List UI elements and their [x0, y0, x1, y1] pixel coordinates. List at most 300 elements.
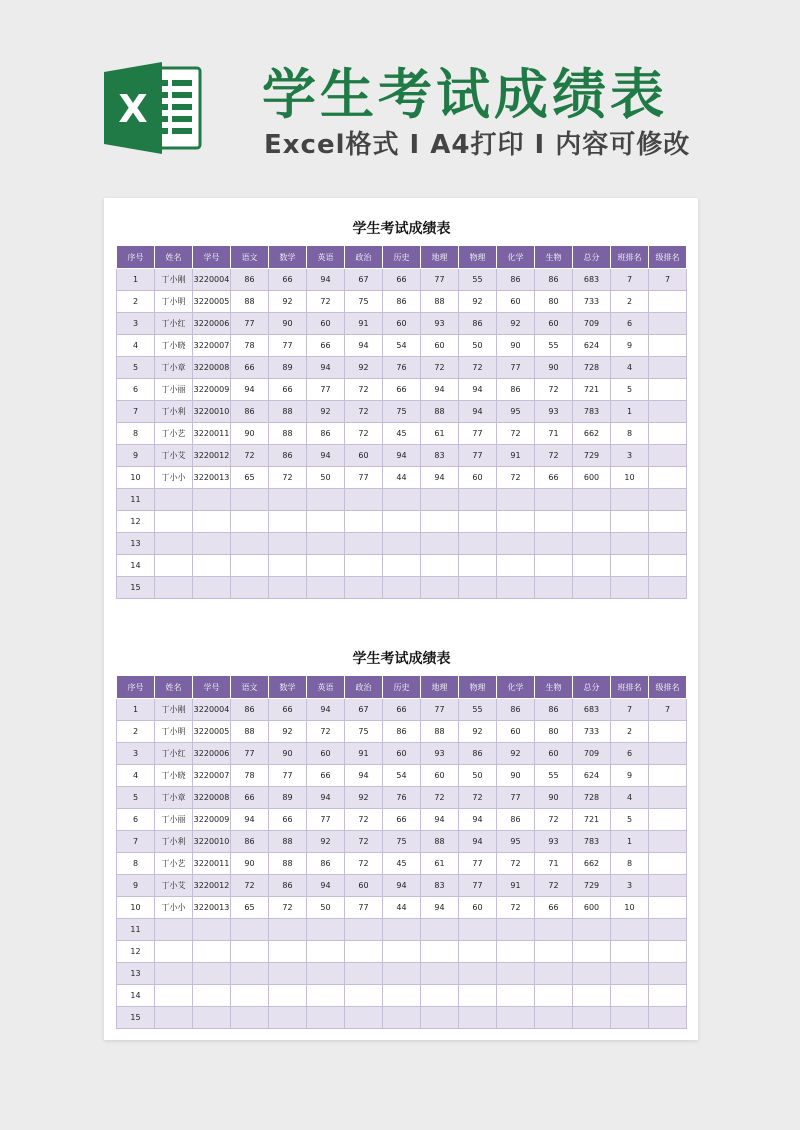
table-cell[interactable]: 729: [573, 875, 611, 897]
table-cell[interactable]: [307, 577, 345, 599]
table-cell[interactable]: 3220008: [193, 357, 231, 379]
table-cell[interactable]: 94: [421, 897, 459, 919]
table-cell[interactable]: 94: [421, 809, 459, 831]
table-cell[interactable]: 90: [231, 423, 269, 445]
table-cell[interactable]: 91: [497, 875, 535, 897]
table-cell[interactable]: 3220012: [193, 875, 231, 897]
table-cell[interactable]: 72: [459, 787, 497, 809]
table-cell[interactable]: 60: [421, 765, 459, 787]
table-cell[interactable]: [307, 963, 345, 985]
table-cell[interactable]: [231, 577, 269, 599]
table-cell[interactable]: [421, 511, 459, 533]
table-cell[interactable]: [155, 941, 193, 963]
table-cell[interactable]: 13: [117, 963, 155, 985]
table-cell[interactable]: [649, 787, 687, 809]
table-cell[interactable]: 86: [307, 423, 345, 445]
table-cell[interactable]: 93: [535, 831, 573, 853]
table-cell[interactable]: 66: [307, 765, 345, 787]
table-cell[interactable]: 86: [231, 831, 269, 853]
table-cell[interactable]: 721: [573, 809, 611, 831]
table-cell[interactable]: 683: [573, 699, 611, 721]
table-cell[interactable]: [611, 919, 649, 941]
table-cell[interactable]: 86: [459, 313, 497, 335]
table-cell[interactable]: 10: [117, 897, 155, 919]
table-cell[interactable]: [307, 919, 345, 941]
table-cell[interactable]: 88: [231, 291, 269, 313]
table-cell[interactable]: 55: [535, 335, 573, 357]
table-cell[interactable]: 783: [573, 401, 611, 423]
table-cell[interactable]: [193, 941, 231, 963]
table-cell[interactable]: 83: [421, 875, 459, 897]
table-cell[interactable]: [421, 533, 459, 555]
table-cell[interactable]: 90: [269, 743, 307, 765]
table-cell[interactable]: 86: [231, 269, 269, 291]
table-cell[interactable]: [535, 985, 573, 1007]
table-cell[interactable]: 88: [269, 831, 307, 853]
table-cell[interactable]: 2: [117, 721, 155, 743]
table-cell[interactable]: 3220009: [193, 809, 231, 831]
table-cell[interactable]: 77: [345, 467, 383, 489]
table-cell[interactable]: 65: [231, 897, 269, 919]
table-cell[interactable]: 1: [611, 401, 649, 423]
table-cell[interactable]: 600: [573, 897, 611, 919]
table-cell[interactable]: [573, 1007, 611, 1029]
table-cell[interactable]: [497, 1007, 535, 1029]
table-cell[interactable]: [307, 941, 345, 963]
table-cell[interactable]: 3220004: [193, 269, 231, 291]
table-cell[interactable]: [421, 985, 459, 1007]
table-cell[interactable]: 90: [535, 787, 573, 809]
table-cell[interactable]: [611, 1007, 649, 1029]
table-cell[interactable]: 66: [269, 269, 307, 291]
table-cell[interactable]: 86: [231, 401, 269, 423]
table-cell[interactable]: 75: [345, 721, 383, 743]
table-cell[interactable]: 94: [421, 379, 459, 401]
table-cell[interactable]: [573, 941, 611, 963]
table-cell[interactable]: [573, 985, 611, 1007]
table-cell[interactable]: [155, 555, 193, 577]
table-cell[interactable]: 600: [573, 467, 611, 489]
table-cell[interactable]: 60: [535, 313, 573, 335]
table-cell[interactable]: 624: [573, 335, 611, 357]
table-cell[interactable]: 94: [307, 875, 345, 897]
table-cell[interactable]: 60: [345, 445, 383, 467]
table-cell[interactable]: 88: [421, 721, 459, 743]
table-cell[interactable]: 3220011: [193, 423, 231, 445]
table-cell[interactable]: 95: [497, 401, 535, 423]
table-cell[interactable]: 86: [383, 291, 421, 313]
table-cell[interactable]: 94: [459, 401, 497, 423]
table-cell[interactable]: 83: [421, 445, 459, 467]
table-cell[interactable]: 94: [383, 445, 421, 467]
table-cell[interactable]: [269, 919, 307, 941]
table-cell[interactable]: 76: [383, 787, 421, 809]
table-cell[interactable]: 3220013: [193, 467, 231, 489]
table-cell[interactable]: [649, 765, 687, 787]
table-cell[interactable]: [649, 721, 687, 743]
table-cell[interactable]: 66: [269, 809, 307, 831]
table-cell[interactable]: [497, 941, 535, 963]
table-cell[interactable]: 67: [345, 269, 383, 291]
table-cell[interactable]: 丁小艾: [155, 875, 193, 897]
table-cell[interactable]: 丁小艺: [155, 853, 193, 875]
table-cell[interactable]: [649, 743, 687, 765]
table-cell[interactable]: 86: [535, 269, 573, 291]
table-cell[interactable]: 50: [307, 467, 345, 489]
table-cell[interactable]: 80: [535, 291, 573, 313]
table-cell[interactable]: 6: [117, 379, 155, 401]
table-cell[interactable]: 94: [307, 269, 345, 291]
table-cell[interactable]: [231, 941, 269, 963]
table-cell[interactable]: 12: [117, 941, 155, 963]
table-cell[interactable]: [535, 963, 573, 985]
table-cell[interactable]: 9: [117, 875, 155, 897]
table-cell[interactable]: 77: [307, 809, 345, 831]
table-cell[interactable]: 90: [535, 357, 573, 379]
table-cell[interactable]: 72: [231, 875, 269, 897]
table-cell[interactable]: [611, 985, 649, 1007]
table-cell[interactable]: [193, 1007, 231, 1029]
table-cell[interactable]: 94: [383, 875, 421, 897]
table-cell[interactable]: 77: [421, 699, 459, 721]
table-cell[interactable]: 77: [307, 379, 345, 401]
table-cell[interactable]: [649, 831, 687, 853]
table-cell[interactable]: 9: [117, 445, 155, 467]
table-cell[interactable]: [345, 963, 383, 985]
table-cell[interactable]: 4: [611, 787, 649, 809]
table-cell[interactable]: 94: [231, 809, 269, 831]
table-cell[interactable]: 3220008: [193, 787, 231, 809]
table-cell[interactable]: 80: [535, 721, 573, 743]
table-cell[interactable]: [155, 577, 193, 599]
table-cell[interactable]: [611, 555, 649, 577]
table-cell[interactable]: [573, 555, 611, 577]
table-cell[interactable]: 92: [459, 721, 497, 743]
table-cell[interactable]: [269, 577, 307, 599]
table-cell[interactable]: 丁小明: [155, 291, 193, 313]
table-cell[interactable]: [421, 1007, 459, 1029]
table-cell[interactable]: 92: [307, 401, 345, 423]
table-cell[interactable]: 75: [345, 291, 383, 313]
table-cell[interactable]: [649, 809, 687, 831]
table-cell[interactable]: 9: [611, 335, 649, 357]
table-cell[interactable]: 86: [307, 853, 345, 875]
table-cell[interactable]: [231, 533, 269, 555]
table-cell[interactable]: 60: [383, 313, 421, 335]
table-cell[interactable]: [345, 577, 383, 599]
table-cell[interactable]: 92: [497, 313, 535, 335]
table-cell[interactable]: 2: [611, 721, 649, 743]
table-cell[interactable]: 72: [345, 379, 383, 401]
table-cell[interactable]: [383, 963, 421, 985]
table-cell[interactable]: 44: [383, 897, 421, 919]
table-cell[interactable]: [421, 577, 459, 599]
table-cell[interactable]: 94: [459, 831, 497, 853]
table-cell[interactable]: 89: [269, 787, 307, 809]
table-cell[interactable]: 67: [345, 699, 383, 721]
table-cell[interactable]: [649, 533, 687, 555]
table-cell[interactable]: [269, 941, 307, 963]
table-cell[interactable]: 50: [307, 897, 345, 919]
table-cell[interactable]: [459, 985, 497, 1007]
table-cell[interactable]: 14: [117, 985, 155, 1007]
table-cell[interactable]: 66: [535, 897, 573, 919]
table-cell[interactable]: [231, 489, 269, 511]
table-cell[interactable]: 11: [117, 489, 155, 511]
table-cell[interactable]: 66: [231, 787, 269, 809]
table-cell[interactable]: [383, 533, 421, 555]
table-cell[interactable]: 3220004: [193, 699, 231, 721]
table-cell[interactable]: [573, 919, 611, 941]
table-cell[interactable]: 94: [307, 787, 345, 809]
table-cell[interactable]: [459, 941, 497, 963]
table-cell[interactable]: 丁小晓: [155, 335, 193, 357]
table-cell[interactable]: 77: [459, 445, 497, 467]
table-cell[interactable]: 丁小章: [155, 787, 193, 809]
table-cell[interactable]: 3: [611, 445, 649, 467]
table-cell[interactable]: 丁小刚: [155, 269, 193, 291]
table-cell[interactable]: 728: [573, 357, 611, 379]
table-cell[interactable]: [649, 445, 687, 467]
table-cell[interactable]: 733: [573, 291, 611, 313]
table-cell[interactable]: 55: [459, 269, 497, 291]
table-cell[interactable]: [573, 533, 611, 555]
table-cell[interactable]: [497, 577, 535, 599]
table-cell[interactable]: [573, 489, 611, 511]
table-cell[interactable]: [649, 875, 687, 897]
table-cell[interactable]: [497, 489, 535, 511]
table-cell[interactable]: 86: [497, 699, 535, 721]
table-cell[interactable]: 66: [535, 467, 573, 489]
table-cell[interactable]: 88: [269, 853, 307, 875]
table-cell[interactable]: 60: [497, 721, 535, 743]
table-cell[interactable]: 60: [307, 743, 345, 765]
table-cell[interactable]: 4: [611, 357, 649, 379]
table-cell[interactable]: [193, 577, 231, 599]
table-cell[interactable]: [269, 1007, 307, 1029]
table-cell[interactable]: 60: [459, 467, 497, 489]
table-cell[interactable]: [649, 379, 687, 401]
table-cell[interactable]: 94: [459, 379, 497, 401]
table-cell[interactable]: 5: [611, 809, 649, 831]
table-cell[interactable]: [459, 919, 497, 941]
table-cell[interactable]: [269, 985, 307, 1007]
table-cell[interactable]: [383, 1007, 421, 1029]
table-cell[interactable]: 66: [383, 269, 421, 291]
table-cell[interactable]: [231, 1007, 269, 1029]
table-cell[interactable]: 8: [611, 853, 649, 875]
table-cell[interactable]: 72: [307, 291, 345, 313]
table-cell[interactable]: [307, 555, 345, 577]
table-cell[interactable]: 7: [649, 699, 687, 721]
table-cell[interactable]: 86: [269, 445, 307, 467]
table-cell[interactable]: [535, 489, 573, 511]
table-cell[interactable]: 45: [383, 853, 421, 875]
table-cell[interactable]: [421, 963, 459, 985]
table-cell[interactable]: 77: [421, 269, 459, 291]
table-cell[interactable]: [421, 941, 459, 963]
table-cell[interactable]: 72: [535, 875, 573, 897]
table-cell[interactable]: 丁小利: [155, 401, 193, 423]
table-cell[interactable]: [383, 941, 421, 963]
table-cell[interactable]: 72: [345, 853, 383, 875]
table-cell[interactable]: 86: [269, 875, 307, 897]
table-cell[interactable]: [459, 533, 497, 555]
table-cell[interactable]: [345, 919, 383, 941]
table-cell[interactable]: 丁小刚: [155, 699, 193, 721]
table-cell[interactable]: [611, 511, 649, 533]
table-cell[interactable]: 93: [535, 401, 573, 423]
table-cell[interactable]: [535, 919, 573, 941]
table-cell[interactable]: [649, 1007, 687, 1029]
table-cell[interactable]: 65: [231, 467, 269, 489]
table-cell[interactable]: 89: [269, 357, 307, 379]
table-cell[interactable]: 3220010: [193, 401, 231, 423]
table-cell[interactable]: [231, 985, 269, 1007]
table-cell[interactable]: 1: [117, 699, 155, 721]
table-cell[interactable]: [649, 401, 687, 423]
table-cell[interactable]: [155, 985, 193, 1007]
table-cell[interactable]: [497, 919, 535, 941]
table-cell[interactable]: 3: [117, 313, 155, 335]
table-cell[interactable]: [345, 511, 383, 533]
table-cell[interactable]: 丁小艾: [155, 445, 193, 467]
table-cell[interactable]: 8: [611, 423, 649, 445]
table-cell[interactable]: [649, 985, 687, 1007]
table-cell[interactable]: 12: [117, 511, 155, 533]
table-cell[interactable]: 6: [611, 313, 649, 335]
table-cell[interactable]: 3220005: [193, 721, 231, 743]
table-cell[interactable]: 8: [117, 423, 155, 445]
table-cell[interactable]: [573, 963, 611, 985]
table-cell[interactable]: 66: [383, 809, 421, 831]
table-cell[interactable]: 丁小章: [155, 357, 193, 379]
table-cell[interactable]: [535, 577, 573, 599]
table-cell[interactable]: 77: [269, 765, 307, 787]
table-cell[interactable]: [649, 963, 687, 985]
table-cell[interactable]: 86: [497, 379, 535, 401]
table-cell[interactable]: 54: [383, 765, 421, 787]
table-cell[interactable]: 10: [611, 467, 649, 489]
table-cell[interactable]: 丁小小: [155, 897, 193, 919]
table-cell[interactable]: 92: [307, 831, 345, 853]
table-cell[interactable]: 94: [459, 809, 497, 831]
table-cell[interactable]: 86: [497, 269, 535, 291]
table-cell[interactable]: [649, 291, 687, 313]
table-cell[interactable]: [459, 963, 497, 985]
table-cell[interactable]: [155, 1007, 193, 1029]
table-cell[interactable]: [421, 555, 459, 577]
table-cell[interactable]: 2: [117, 291, 155, 313]
table-cell[interactable]: 71: [535, 423, 573, 445]
table-cell[interactable]: 丁小红: [155, 743, 193, 765]
table-cell[interactable]: 7: [611, 269, 649, 291]
table-cell[interactable]: 2: [611, 291, 649, 313]
table-cell[interactable]: 75: [383, 831, 421, 853]
table-cell[interactable]: 92: [459, 291, 497, 313]
table-cell[interactable]: 90: [497, 765, 535, 787]
table-cell[interactable]: [193, 555, 231, 577]
table-cell[interactable]: 72: [269, 897, 307, 919]
table-cell[interactable]: 91: [497, 445, 535, 467]
table-cell[interactable]: 4: [117, 765, 155, 787]
table-cell[interactable]: 丁小晓: [155, 765, 193, 787]
table-cell[interactable]: [383, 919, 421, 941]
table-cell[interactable]: 733: [573, 721, 611, 743]
table-cell[interactable]: 93: [421, 743, 459, 765]
table-cell[interactable]: 3220012: [193, 445, 231, 467]
table-cell[interactable]: 77: [269, 335, 307, 357]
table-cell[interactable]: [459, 555, 497, 577]
table-cell[interactable]: [231, 963, 269, 985]
table-cell[interactable]: 624: [573, 765, 611, 787]
table-cell[interactable]: 95: [497, 831, 535, 853]
table-cell[interactable]: [535, 941, 573, 963]
table-cell[interactable]: 77: [231, 313, 269, 335]
table-cell[interactable]: 88: [231, 721, 269, 743]
table-cell[interactable]: 90: [497, 335, 535, 357]
table-cell[interactable]: 92: [497, 743, 535, 765]
table-cell[interactable]: 3220007: [193, 335, 231, 357]
table-cell[interactable]: 66: [383, 699, 421, 721]
table-cell[interactable]: [535, 511, 573, 533]
table-cell[interactable]: 94: [307, 357, 345, 379]
table-cell[interactable]: [231, 511, 269, 533]
table-cell[interactable]: 86: [383, 721, 421, 743]
table-cell[interactable]: [535, 555, 573, 577]
table-cell[interactable]: [269, 555, 307, 577]
table-cell[interactable]: 丁小小: [155, 467, 193, 489]
table-cell[interactable]: 94: [421, 467, 459, 489]
table-cell[interactable]: 662: [573, 423, 611, 445]
table-cell[interactable]: 88: [269, 401, 307, 423]
table-cell[interactable]: 54: [383, 335, 421, 357]
table-cell[interactable]: 77: [459, 423, 497, 445]
table-cell[interactable]: [193, 511, 231, 533]
table-cell[interactable]: 662: [573, 853, 611, 875]
table-cell[interactable]: 丁小利: [155, 831, 193, 853]
table-cell[interactable]: [535, 1007, 573, 1029]
table-cell[interactable]: [649, 511, 687, 533]
table-cell[interactable]: 92: [269, 291, 307, 313]
table-cell[interactable]: [269, 533, 307, 555]
table-cell[interactable]: [535, 533, 573, 555]
table-cell[interactable]: 4: [117, 335, 155, 357]
table-cell[interactable]: 77: [459, 853, 497, 875]
table-cell[interactable]: 72: [535, 809, 573, 831]
table-cell[interactable]: 86: [459, 743, 497, 765]
table-cell[interactable]: [649, 919, 687, 941]
table-cell[interactable]: 77: [345, 897, 383, 919]
table-cell[interactable]: 72: [535, 379, 573, 401]
table-cell[interactable]: 72: [535, 445, 573, 467]
table-cell[interactable]: 709: [573, 743, 611, 765]
table-cell[interactable]: [383, 511, 421, 533]
table-cell[interactable]: [497, 511, 535, 533]
table-cell[interactable]: 94: [231, 379, 269, 401]
table-cell[interactable]: [269, 963, 307, 985]
table-cell[interactable]: [497, 985, 535, 1007]
table-cell[interactable]: 90: [269, 313, 307, 335]
table-cell[interactable]: 61: [421, 853, 459, 875]
table-cell[interactable]: 72: [497, 467, 535, 489]
table-cell[interactable]: 72: [497, 897, 535, 919]
table-cell[interactable]: [307, 985, 345, 1007]
table-cell[interactable]: [345, 555, 383, 577]
table-cell[interactable]: 94: [307, 445, 345, 467]
table-cell[interactable]: 72: [231, 445, 269, 467]
table-cell[interactable]: [649, 555, 687, 577]
